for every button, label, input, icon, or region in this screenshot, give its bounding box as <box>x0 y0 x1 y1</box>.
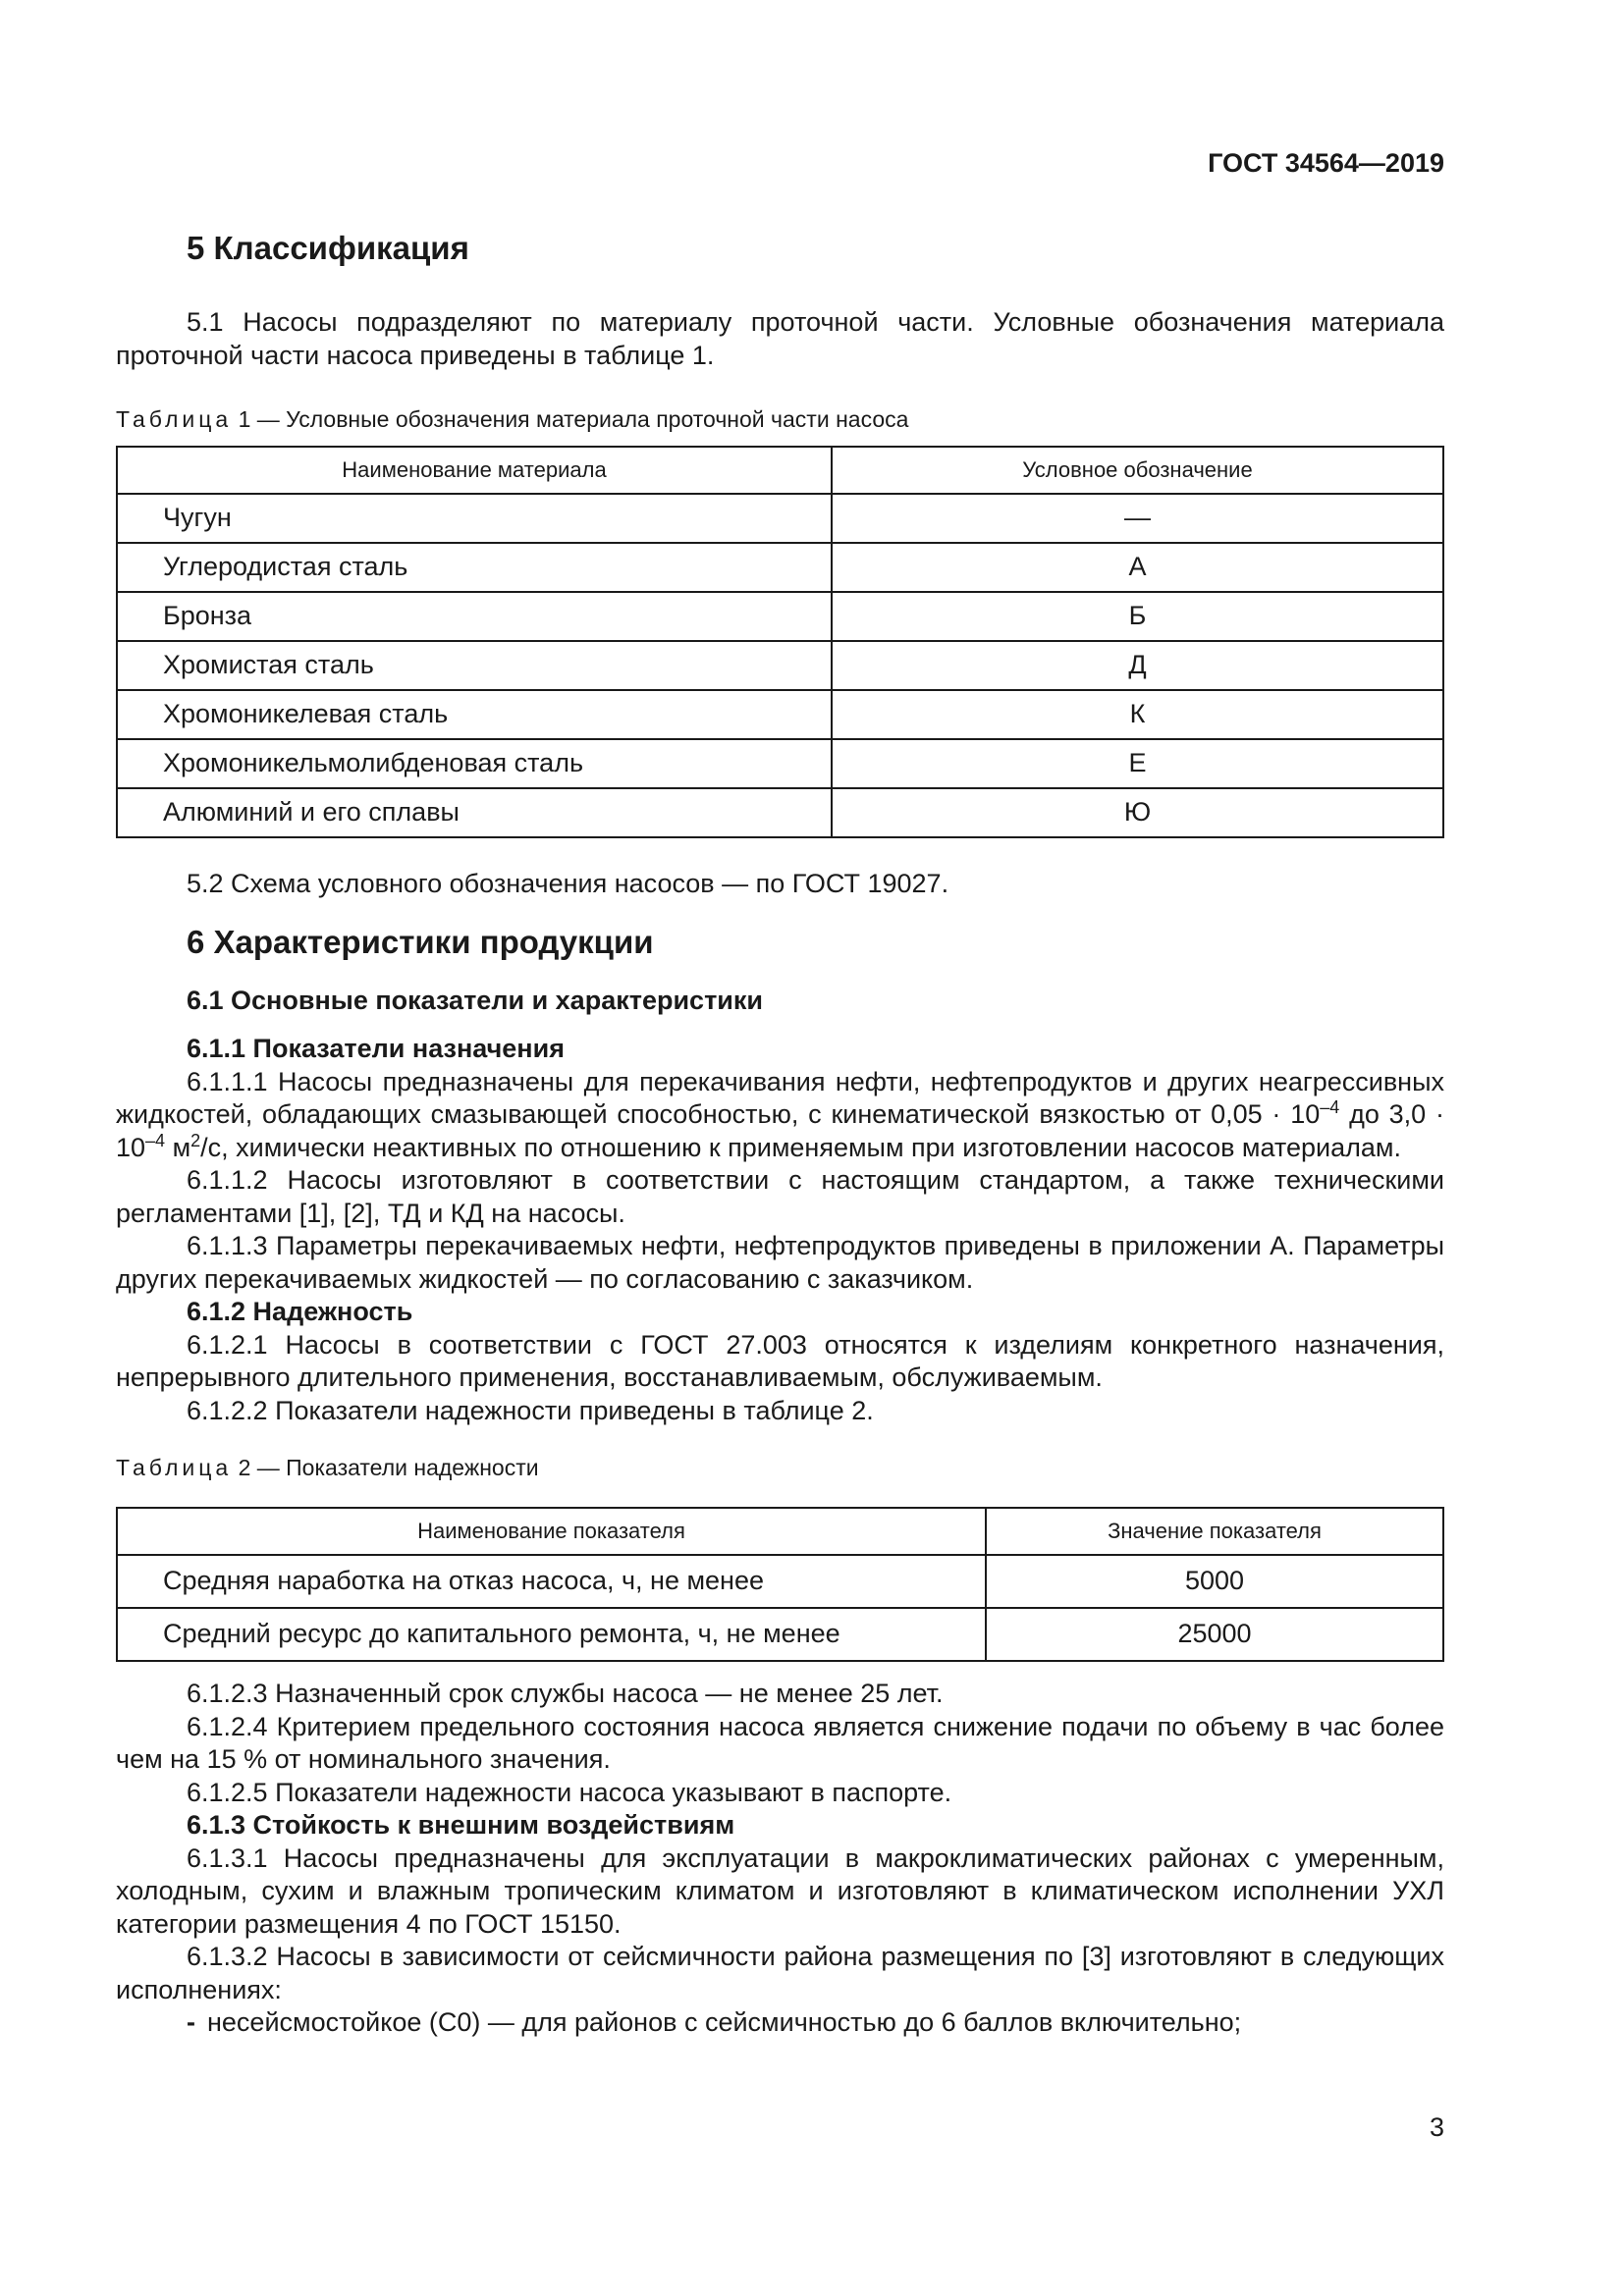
table-1-caption <box>116 404 1444 434</box>
paragraph-6-1-1-2: 6.1.1.2 Насосы изготовляют в соответствии с настоящим стандартом, а также техническими регламентами [1], [2], ТД и КД на насосы. <box>116 1165 1444 1228</box>
table-cell: Углеродистая сталь <box>117 543 832 592</box>
document-header: ГОСТ 34564—2019 <box>1208 148 1444 178</box>
table-cell: — <box>832 494 1443 543</box>
table-row <box>117 1555 1443 1608</box>
table-header-cell: Наименование материала <box>117 447 832 494</box>
table-row <box>117 739 1443 788</box>
superscript-exponent: 2 <box>190 1130 201 1150</box>
table-row <box>117 690 1443 739</box>
paragraph-6-1-2-1: 6.1.2.1 Насосы в соответствии с ГОСТ 27.003 относятся к изделиям конкретного назначения, непрерывного длительного применения, восстанавливаемым, обслуживаемым. <box>116 1329 1444 1392</box>
table-cell: Хромистая сталь <box>117 641 832 690</box>
materials-table <box>116 446 1444 838</box>
table-cell: А <box>832 543 1443 592</box>
table-row <box>117 1608 1443 1661</box>
paragraph-6-1-1-1-part-c: м <box>165 1132 191 1162</box>
paragraph-5-2: 5.2 Схема условного обозначения насосов — по ГОСТ 19027. <box>187 869 949 898</box>
paragraph-6-1-3-1: 6.1.3.1 Насосы предназначены для эксплуатации в макроклиматических районах с умеренным, холодным, сухим и влажным тропическим климатом и изготовляют в климатическом исполнении УХЛ категории размещения 4 по ГОСТ 15150. <box>116 1842 1444 1939</box>
table-cell: Средний ресурс до капитального ремонта, ч, не менее <box>117 1608 986 1661</box>
table-2-caption-text: 2 — Показатели надежности <box>238 1455 539 1480</box>
table-cell: Хромоникельмолибденовая сталь <box>117 739 832 788</box>
paragraph-6-1-2-3: 6.1.2.3 Назначенный срок службы насоса — не менее 25 лет. <box>187 1679 944 1708</box>
paragraph-5-1: 5.1 Насосы подразделяют по материалу проточной части. Условные обозначения материала проточной части насоса приведены в таблице 1. <box>116 307 1444 370</box>
subsection-6-1-3-title: 6.1.3 Стойкость к внешним воздействиям <box>187 1810 735 1840</box>
table-row <box>117 543 1443 592</box>
paragraph-6-1-2-2: 6.1.2.2 Показатели надежности приведены в таблице 2. <box>187 1395 874 1425</box>
superscript-exponent: –4 <box>145 1130 166 1150</box>
section-6-title: 6 Характеристики продукции <box>187 923 654 960</box>
table-2-caption <box>116 1453 1444 1482</box>
table-header-cell: Наименование показателя <box>117 1508 986 1555</box>
table-2-caption-label: Таблица <box>116 1455 233 1480</box>
table-row <box>117 494 1443 543</box>
table-cell: Ю <box>832 788 1443 837</box>
table-cell: К <box>832 690 1443 739</box>
table-cell: Алюминий и его сплавы <box>117 788 832 837</box>
paragraph-6-1-1-1-part-b: до 3,0 · 10 <box>116 1099 1444 1162</box>
table-row <box>117 592 1443 641</box>
table-cell: Средняя наработка на отказ насоса, ч, не менее <box>117 1555 986 1608</box>
table-cell: 5000 <box>986 1555 1443 1608</box>
bullet-marker: - <box>187 2007 195 2037</box>
table-row <box>117 788 1443 837</box>
superscript-exponent: –4 <box>1320 1097 1340 1117</box>
list-item-text: несейсмостойкое (С0) — для районов с сейсмичностью до 6 баллов включительно; <box>207 2007 1242 2037</box>
paragraph-6-1-1-1-part-a: 6.1.1.1 Насосы предназначены для перекачивания нефти, нефтепродуктов и других неагрессивных жидкостей, обладающих смазывающей способностью, с кинематической вязкостью от 0,05 · 10 <box>116 1066 1444 1129</box>
table-header-row <box>117 447 1443 494</box>
table-1-caption-text: 1 — Условные обозначения материала проточной части насоса <box>238 406 909 432</box>
subsection-6-1-1-title: 6.1.1 Показатели назначения <box>187 1034 565 1063</box>
table-cell: Е <box>832 739 1443 788</box>
paragraph-6-1-2-4: 6.1.2.4 Критерием предельного состояния насоса является снижение подачи по объему в час более чем на 15 % от номинального значения. <box>116 1711 1444 1774</box>
table-1-caption-label: Таблица <box>116 406 233 432</box>
table-cell: Б <box>832 592 1443 641</box>
table-cell: 25000 <box>986 1608 1443 1661</box>
table-cell: Д <box>832 641 1443 690</box>
page-content <box>116 218 1444 2040</box>
table-header-cell: Условное обозначение <box>832 447 1443 494</box>
paragraph-6-1-1-1-part-d: /с, химически неактивных по отношению к применяемым при изготовлении насосов материалам. <box>200 1132 1401 1162</box>
section-5-title: 5 Классификация <box>187 230 469 266</box>
paragraph-6-1-2-5: 6.1.2.5 Показатели надежности насоса указывают в паспорте. <box>187 1777 952 1807</box>
table-cell: Хромоникелевая сталь <box>117 690 832 739</box>
table-header-row <box>117 1508 1443 1555</box>
page-number: 3 <box>1429 2111 1444 2142</box>
table-row <box>117 641 1443 690</box>
list-item <box>116 2006 1444 2040</box>
subsection-6-1-title: 6.1 Основные показатели и характеристики <box>187 985 763 1015</box>
paragraph-6-1-3-2: 6.1.3.2 Насосы в зависимости от сейсмичности района размещения по [3] изготовляют в следующих исполнениях: <box>116 1942 1444 2004</box>
paragraph-6-1-1-3: 6.1.1.3 Параметры перекачиваемых нефти, нефтепродуктов приведены в приложении А. Параметры других перекачиваемых жидкостей — по согласованию с заказчиком. <box>116 1231 1444 1294</box>
table-header-cell: Значение показателя <box>986 1508 1443 1555</box>
table-cell: Бронза <box>117 592 832 641</box>
subsection-6-1-2-title: 6.1.2 Надежность <box>187 1297 413 1326</box>
reliability-table <box>116 1507 1444 1662</box>
table-cell: Чугун <box>117 494 832 543</box>
paragraph-6-1-1-1 <box>116 1066 1444 1165</box>
